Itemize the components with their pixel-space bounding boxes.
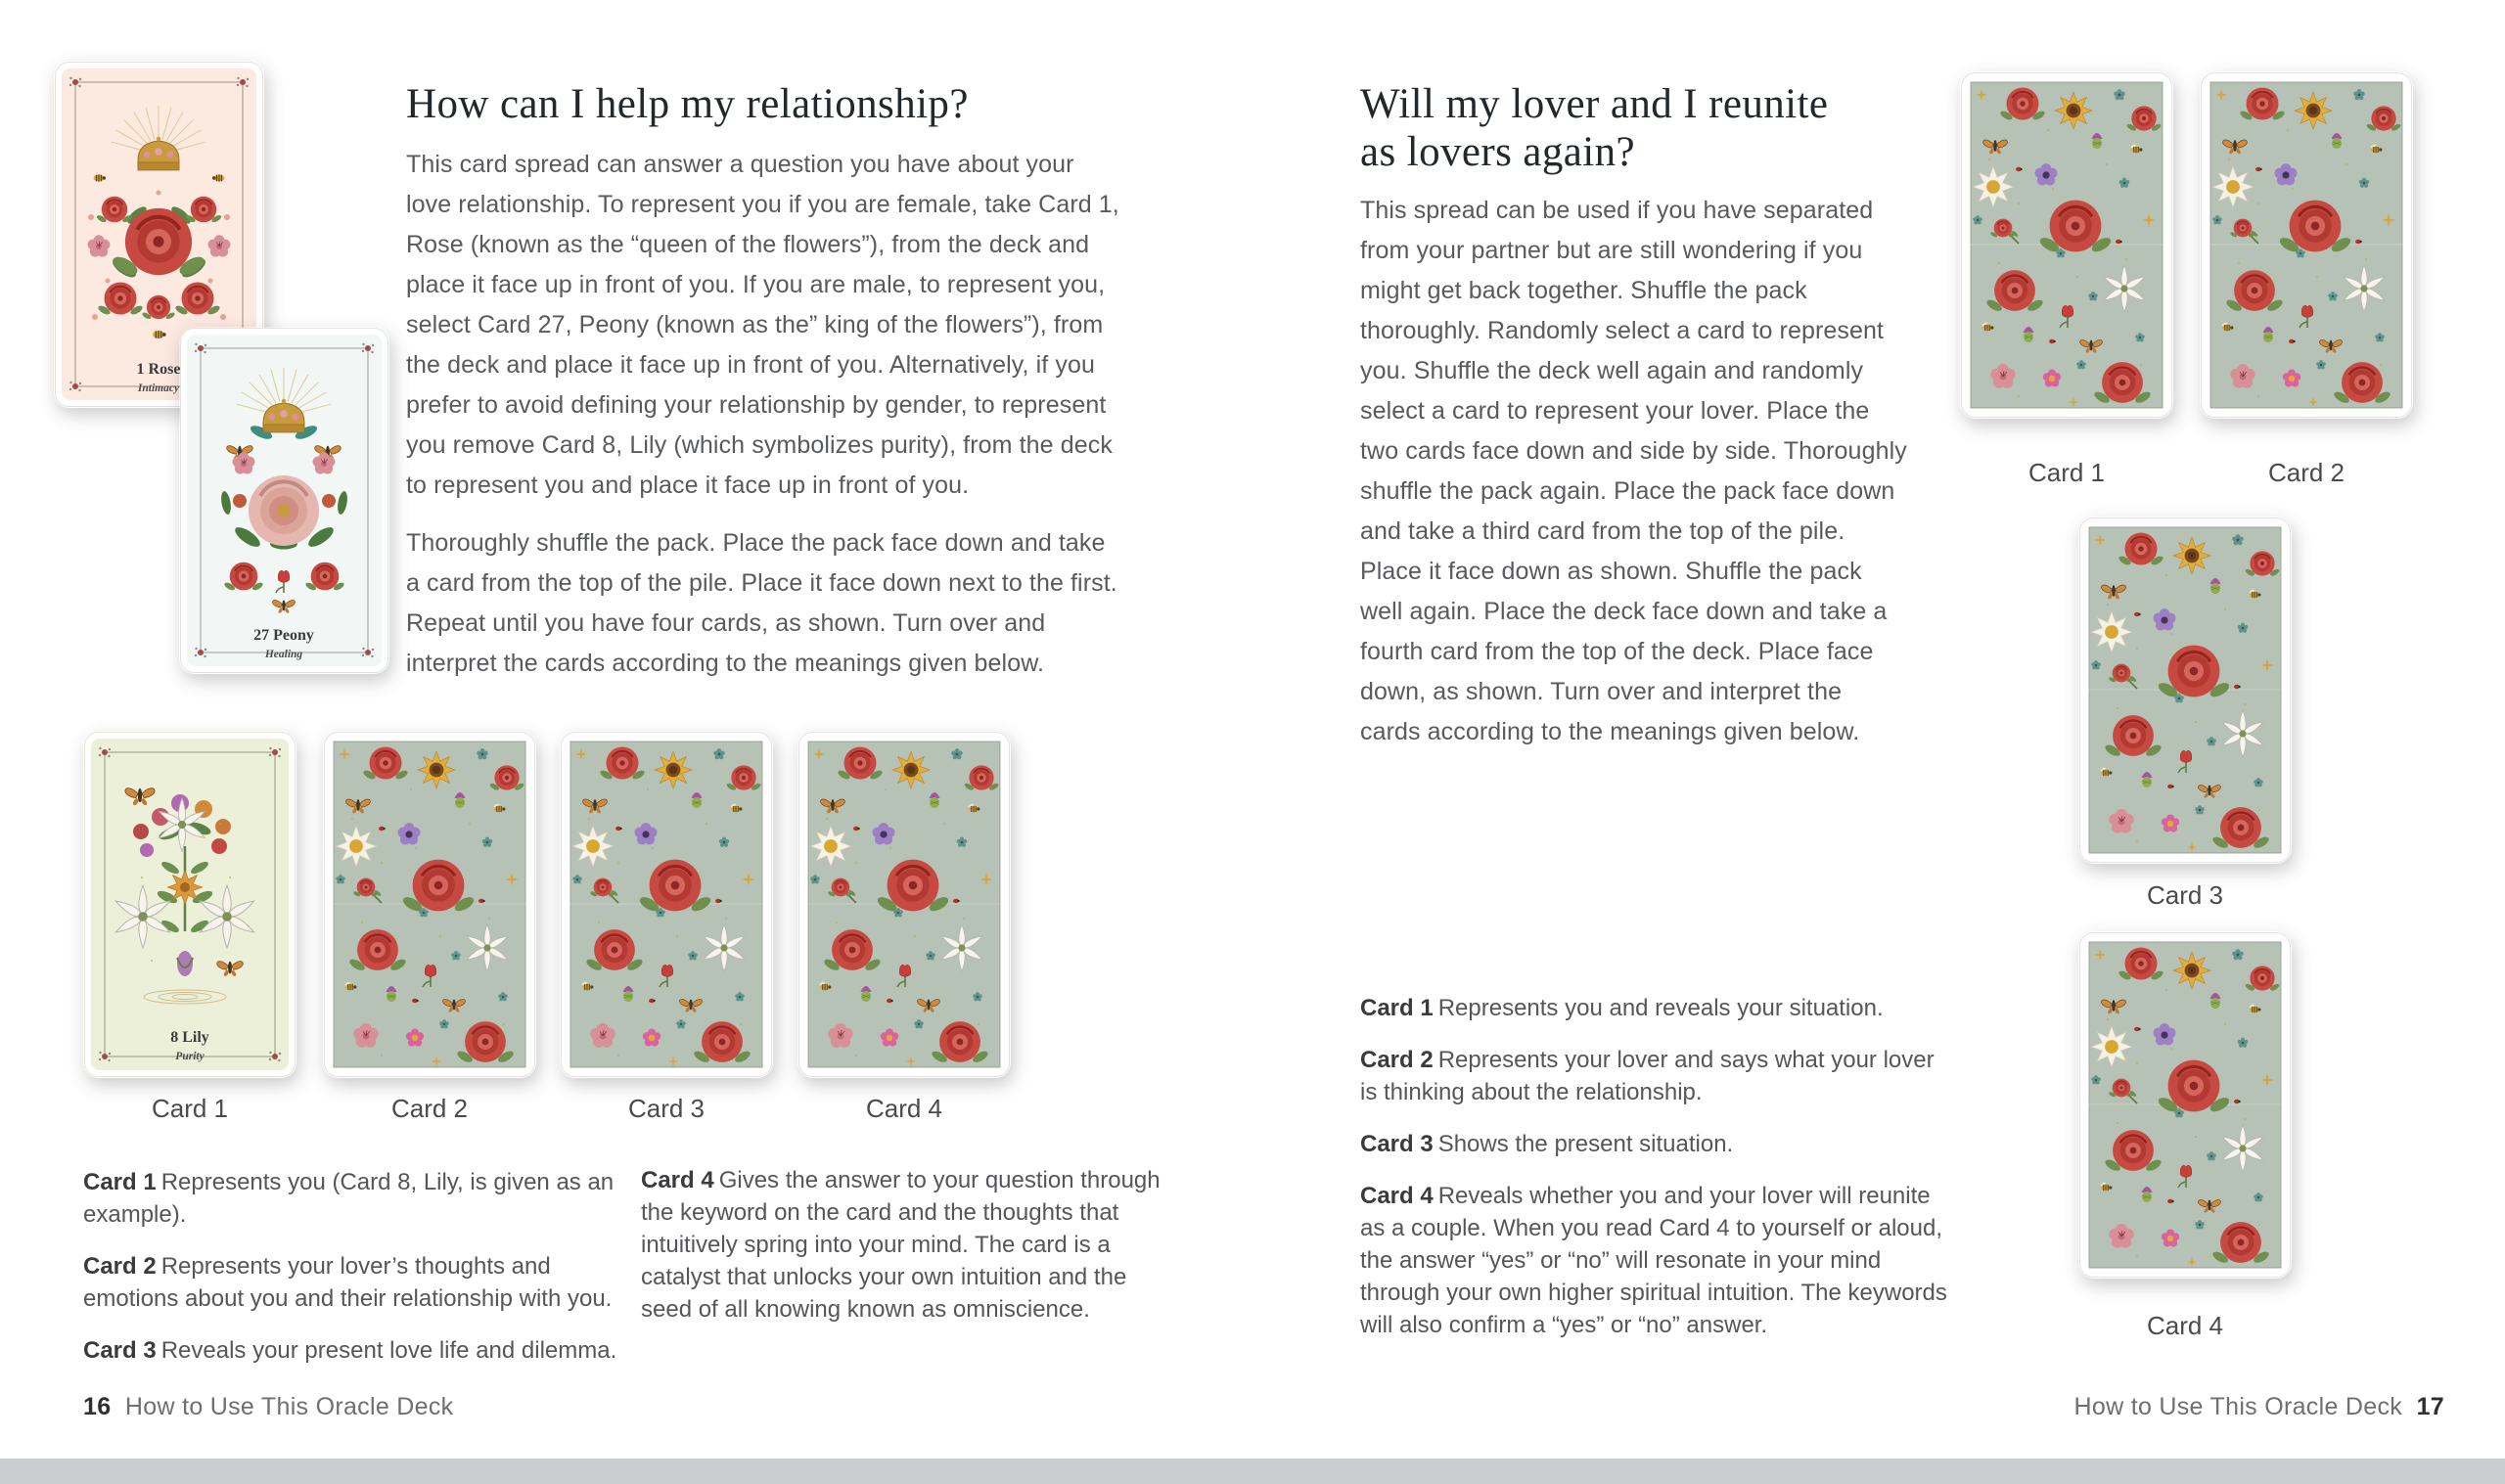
oracle-card-back [2078, 931, 2292, 1279]
card-caption: Card 1 [151, 1094, 229, 1123]
oracle-card-back [323, 731, 536, 1078]
card-meaning: Card 4 Gives the answer to your question through the keyword on the card and the thoughts that intuitively spring into your mind. The card is a catalyst that unlocks your own intuition and the seed of all knowing known as omniscience. [641, 1167, 1161, 1323]
card-caption: Card 4 [2146, 1311, 2224, 1340]
peony-illustration [249, 475, 319, 546]
card-caption: Card 2 [2267, 458, 2346, 487]
body-paragraph: This spread can be used if you have separated from your partner but are still wondering if you might get back together. Shuffle the pack thoroughly. Randomly select a card to represent you. Shuffle the deck well again and randomly select a card to represent your lover. Place the two cards face down and side by side. Thoroughly shuffle the pack again. Place the pack face down and take a third card from the top of the pile. Place it face down as shown. Shuffle the pack well again. Place the deck face down and take a fourth card from the top of the deck. Place face down, as shown. Turn over and interpret the cards according to the meanings given below. [1360, 197, 1907, 745]
card-keyword: Healing [264, 649, 303, 660]
card-meaning: Card 2 Represents your lover’s thoughts and emotions about you and their relationship with you. [83, 1253, 613, 1312]
card-caption: Card 1 [2027, 458, 2106, 487]
page-footer-right [2074, 1393, 2444, 1421]
oracle-card-back [2078, 517, 2292, 864]
oracle-card-back [1960, 71, 2173, 419]
page-left [0, 0, 1252, 1484]
card-title: 27 Peony [253, 627, 314, 644]
scan-edge-strip [0, 1459, 2505, 1484]
card-keyword: Purity [175, 1051, 205, 1062]
card-caption: Card 3 [627, 1094, 706, 1123]
card-meanings-right-column [641, 1164, 1179, 1345]
body-paragraph: This card spread can answer a question you have about your love relationship. To represent you if you are female, take Card 1, Rose (known as the “queen of the flowers”), from the deck and place it face up in front of you. If you are male, to represent you, select Card 27, Peony (known as the” king of the flowers”), from the deck and place it face up in front of you. Alternatively, if you prefer to avoid defining your relationship by gender, to represent you remove Card 8, Lily (which symbolizes purity), from the deck to represent you and place it face up in front of you. [406, 151, 1119, 499]
card-caption: Card 4 [865, 1094, 943, 1123]
oracle-card-peony [179, 327, 389, 674]
page-number: 16 [83, 1393, 112, 1420]
card-caption: Card 3 [2146, 880, 2224, 910]
card-meaning: Card 2 Represents your lover and says what your lover is thinking about the relationship. [1360, 1047, 1935, 1105]
card-title: 8 Lily [170, 1029, 209, 1046]
page-title: How can I help my relationship? [406, 81, 969, 127]
page-footer-left [83, 1393, 453, 1421]
oracle-card-lily [83, 731, 296, 1078]
footer-title: How to Use This Oracle Deck [2073, 1393, 2403, 1420]
page-number: 17 [2416, 1393, 2444, 1420]
card-title: 1 Rose [136, 361, 181, 378]
card-meaning: Card 1 Represents you (Card 8, Lily, is given as an example). [83, 1169, 615, 1228]
card-keyword: Intimacy [137, 382, 180, 394]
card-caption: Card 2 [390, 1094, 469, 1123]
card-meaning: Card 3 Shows the present situation. [1360, 1131, 1734, 1157]
footer-title: How to Use This Oracle Deck [124, 1393, 454, 1420]
oracle-card-back [560, 731, 773, 1078]
card-meaning: Card 3 Reveals your present love life and dilemma. [83, 1337, 617, 1364]
card-meanings-left-column [83, 1166, 631, 1386]
page-title: Will my lover and I reunite as lovers again? [1360, 81, 1829, 176]
body-paragraph: Thoroughly shuffle the pack. Place the pack face down and take a card from the top of the pile. Place it face down next to the first. Repeat until you have four cards, as shown. Turn over and interpret the cards according to the meanings given below. [406, 529, 1117, 677]
page-right [1252, 0, 2505, 1484]
oracle-card-back [2200, 71, 2413, 419]
oracle-card-back [797, 731, 1011, 1078]
card-meanings-column [1360, 992, 1957, 1361]
card-meaning: Card 4 Reveals whether you and your lover will reunite as a couple. When you read Card 4 to yourself or aloud, the answer “yes” or “no” will resonate in your mind through your own higher spiritual intuition. The keywords will also confirm a “yes” or “no” answer. [1360, 1183, 1947, 1338]
card-meaning: Card 1 Represents you and reveals your situation. [1360, 995, 1884, 1021]
